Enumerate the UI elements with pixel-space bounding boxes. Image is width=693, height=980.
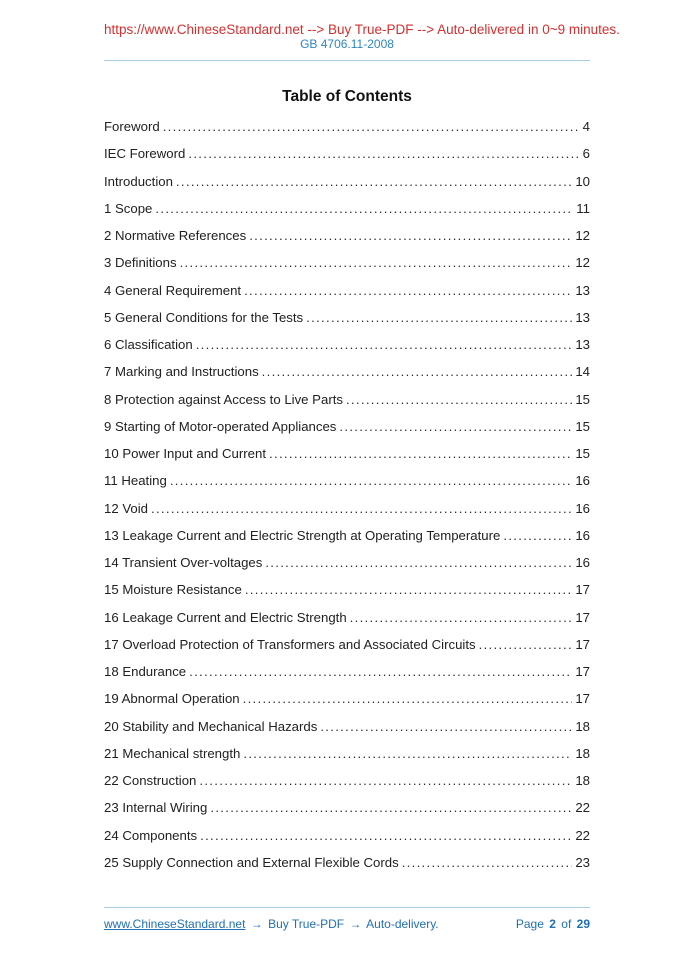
toc-entry [104,249,590,276]
toc-entry [104,549,590,576]
footer-site-link[interactable]: www.ChineseStandard.net [104,917,246,931]
toc-leader-dots [503,522,572,549]
toc-entry [104,495,590,522]
toc-entry-page: 15 [575,391,590,407]
page-label: Page [515,917,544,931]
toc-entry [104,168,590,195]
toc-entry-page: 16 [575,527,590,543]
toc-entry [104,631,590,658]
toc-leader-dots [170,467,573,494]
toc-leader-dots [479,631,573,658]
toc-entry [104,222,590,249]
toc-leader-dots [402,849,573,876]
toc-entry-title: 12 Void [104,500,148,516]
toc-leader-dots [262,358,573,385]
toc-leader-dots [163,113,580,140]
toc-entry-title: 4 General Requirement [104,282,242,298]
toc-entry-page: 14 [575,364,590,380]
toc-entry-title: 9 Starting of Motor-operated Appliances [104,418,337,434]
toc-entry [104,685,590,712]
toc-entry-page: 23 [575,854,590,870]
toc-entry-title: Foreword [104,119,160,134]
toc-entry-title: 5 General Conditions for the Tests [104,309,304,325]
toc-entry-page: 4 [582,119,590,134]
toc-entry-title: 8 Protection against Access to Live Parts [104,391,343,407]
toc-leader-dots [243,685,573,712]
toc-entry-title: 16 Leakage Current and Electric Strength [104,609,347,625]
arrow-right-icon: → [349,917,362,931]
header-divider [104,60,590,61]
toc-entry [104,440,590,467]
toc-entry-title: IEC Foreword [104,146,186,162]
toc-entry-title: 20 Stability and Mechanical Hazards [104,718,318,734]
toc-entry-page: 6 [582,146,590,162]
promo-banner: https://www.ChineseStandard.net --> Buy True-PDF --> Auto-delivered in 0~9 minutes. [104,22,620,37]
toc-entry-page: 17 [575,691,590,707]
toc-entry [104,604,590,631]
page-indicator [514,917,590,932]
toc-entry [104,113,590,140]
toc-entry [104,331,590,358]
toc-entry-page: 11 [576,200,590,216]
toc-entry-title: 15 Moisture Resistance [104,582,242,598]
toc-entry-page: 22 [575,827,590,843]
toc-entry-title: 19 Abnormal Operation [104,691,240,707]
toc-entry-page: 15 [575,446,590,461]
toc-entry [104,767,590,794]
standard-number: GB 4706.11-2008 [300,37,394,51]
toc-leader-dots [199,767,572,794]
page-current-number: 2 [549,917,556,931]
page-footer [104,907,590,932]
toc-entry [104,195,590,222]
toc-entry-page: 16 [575,555,590,570]
toc-entry-page: 17 [575,636,590,652]
toc-leader-dots [249,222,572,249]
toc-entry-title: 22 Construction [104,773,197,788]
footer-links [104,917,441,932]
toc-entry-page: 13 [575,309,590,325]
toc-leader-dots [346,386,572,413]
toc-entry-page: 17 [575,582,590,598]
toc-entry-title: 18 Endurance [104,664,187,679]
toc-entry [104,794,590,821]
toc-entry-title: 14 Transient Over-voltages [104,555,263,570]
toc-entry [104,658,590,685]
arrow-right-icon: → [250,917,263,931]
toc-leader-dots [188,140,579,167]
toc-entry [104,522,590,549]
toc-leader-dots [189,658,572,685]
toc-entry [104,849,590,876]
toc-entry-page: 18 [575,773,590,788]
toc-entry [104,467,590,494]
toc-entry-page: 18 [575,718,590,734]
toc-entry-title: 2 Normative References [104,228,247,243]
toc-entry [104,140,590,167]
toc-entry-title: 21 Mechanical strength [104,745,241,761]
toc-leader-dots [350,604,573,631]
toc-entry [104,304,590,331]
toc-entry [104,413,590,440]
footer-divider [104,907,590,908]
toc-entry-page: 12 [575,228,590,243]
toc-leader-dots [243,740,572,767]
toc-entry [104,386,590,413]
toc-leader-dots [339,413,572,440]
toc-entry-page: 17 [575,609,590,625]
toc-entry-title: 17 Overload Protection of Transformers and Associated Circuits [104,636,476,652]
toc-leader-dots [306,304,572,331]
toc-entry-title: 13 Leakage Current and Electric Strength at Operating Temperature [104,527,501,543]
toc-leader-dots [176,168,572,195]
toc-entry-title: 23 Internal Wiring [104,800,208,816]
footer-buy-text: Buy True-PDF [268,917,345,931]
toc-entry-page: 16 [575,473,590,489]
toc-entry-page: 12 [575,255,590,271]
page-total-number: 29 [576,917,590,931]
toc-entry-title: 1 Scope [104,200,153,216]
toc-entry-title: 6 Classification [104,337,193,352]
toc-entry-title: 7 Marking and Instructions [104,364,259,380]
toc-heading: Table of Contents [282,88,412,105]
toc-entry [104,740,590,767]
toc-entry [104,576,590,603]
toc-entry-title: 3 Definitions [104,255,177,271]
toc-leader-dots [244,277,572,304]
toc-list [104,113,590,876]
toc-entry-page: 15 [575,418,590,434]
toc-entry-page: 17 [575,664,590,679]
toc-entry-title: 25 Supply Connection and External Flexible Cords [104,854,399,870]
of-label: of [561,917,572,931]
toc-leader-dots [155,195,573,222]
toc-leader-dots [320,713,572,740]
footer-delivery-text: Auto-delivery. [366,917,439,931]
toc-entry-title: 24 Components [104,827,198,843]
toc-entry-title: 11 Heating [104,473,167,489]
toc-leader-dots [245,576,573,603]
toc-leader-dots [265,549,572,576]
toc-leader-dots [180,249,573,276]
toc-leader-dots [210,794,572,821]
toc-entry [104,358,590,385]
toc-entry [104,822,590,849]
toc-leader-dots [200,822,572,849]
toc-entry [104,277,590,304]
toc-entry-page: 10 [575,173,590,189]
toc-entry-page: 13 [575,337,590,352]
page-header [104,22,620,61]
toc-leader-dots [151,495,572,522]
toc-entry-page: 16 [575,500,590,516]
toc-entry-title: 10 Power Input and Current [104,446,267,461]
toc-entry-page: 13 [575,282,590,298]
toc-entry-page: 22 [575,800,590,816]
toc-entry-title: Introduction [104,173,173,189]
toc-leader-dots [269,440,572,467]
toc-entry-page: 18 [575,745,590,761]
toc-entry [104,713,590,740]
toc-leader-dots [196,331,573,358]
